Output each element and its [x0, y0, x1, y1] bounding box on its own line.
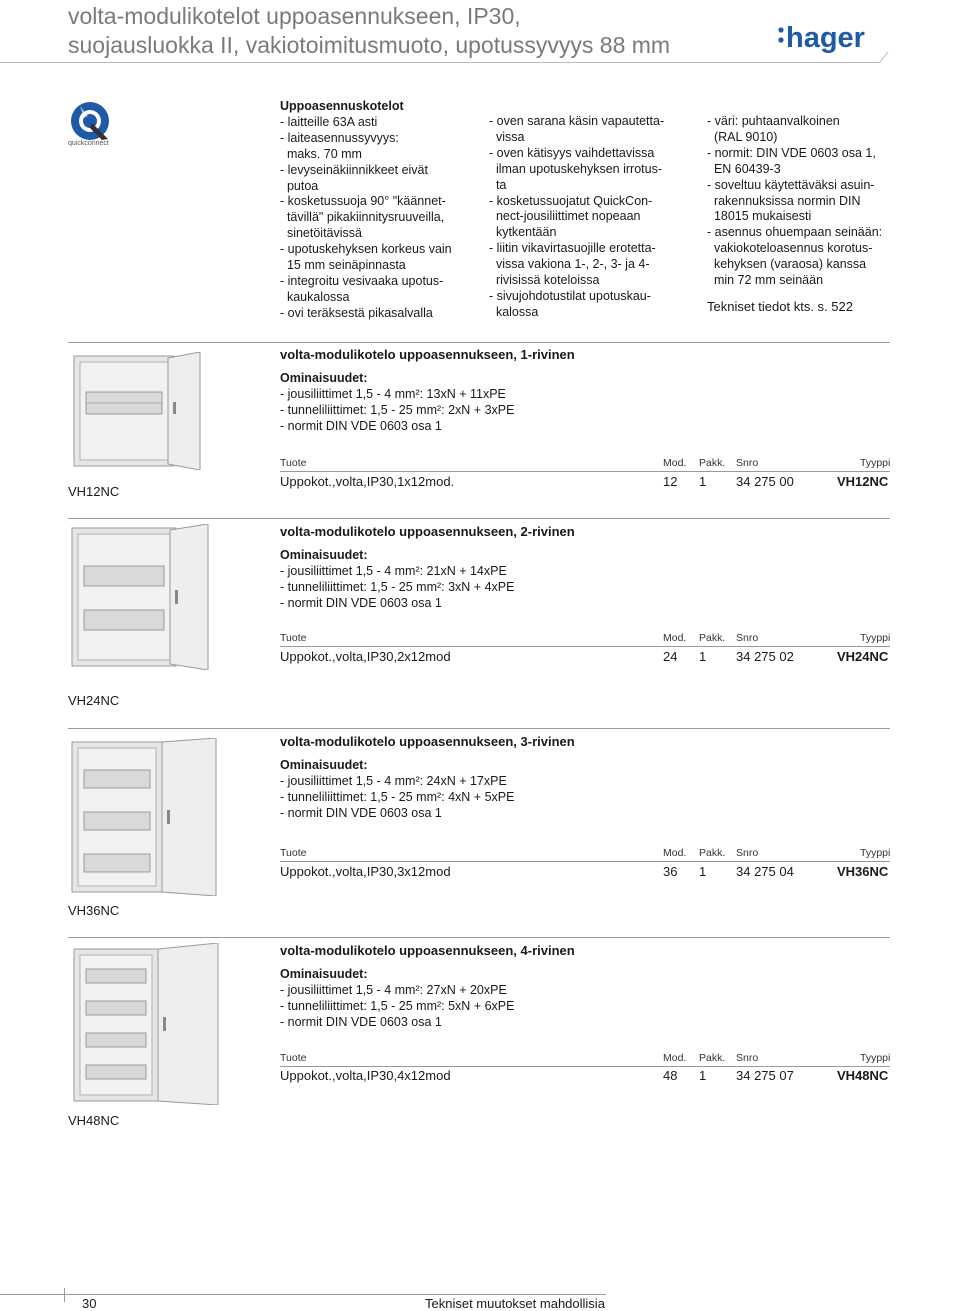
feature-line: - tunneliliittimet: 1,5 - 25 mm²: 5xN + 6xPE — [280, 999, 515, 1013]
feature-line: - jousiliittimet 1,5 - 4 mm²: 27xN + 20xPE — [280, 983, 507, 997]
intro-column-2 — [489, 114, 694, 321]
intro-line: - ovi teräksestä pikasalvalla — [280, 305, 433, 320]
product-name: Uppokot.,volta,IP30,4x12mod — [280, 1068, 451, 1083]
feature-line: - tunneliliittimet: 1,5 - 25 mm²: 3xN + 4xPE — [280, 580, 515, 594]
product-code-label: VH48NC — [68, 1113, 120, 1128]
product-type: VH36NC — [837, 864, 889, 879]
intro-line: - upotuskehyksen korkeus vain — [280, 242, 452, 257]
feature-line: - normit DIN VDE 0603 osa 1 — [280, 806, 442, 820]
intro-line: ta — [489, 177, 507, 192]
section-divider — [68, 518, 890, 519]
product-pack: 1 — [699, 1068, 707, 1083]
intro-line: maks. 70 mm — [280, 146, 362, 161]
intro-line: kytkentään — [489, 225, 557, 240]
features-block — [280, 370, 514, 434]
intro-line: - soveltuu käytettäväksi asuin- — [707, 177, 875, 192]
intro-line: - asennus ohuempaan seinään: — [707, 225, 883, 240]
intro-line: nect-jousiliittimet nopeaan — [489, 209, 641, 224]
product-type: VH24NC — [837, 649, 889, 664]
intro-line: vakiokoteloasennus korotus- — [707, 241, 873, 256]
intro-line: EN 60439-3 — [707, 161, 781, 176]
column-header-product: Tuote — [280, 457, 307, 469]
column-header-mod: Mod. — [663, 847, 687, 859]
features-label: Ominaisuudet: — [280, 548, 368, 562]
intro-heading: Uppoasennuskotelot — [280, 99, 404, 113]
column-header-pack: Pakk. — [699, 457, 726, 469]
intro-line: rivisissä koteloissa — [489, 273, 600, 288]
intro-line: - sivujohdotustilat upotuskau- — [489, 288, 651, 303]
section-title: volta-modulikotelo uppoasennukseen, 2-rivinen — [280, 524, 575, 539]
features-block — [280, 547, 514, 611]
brand-name: hager — [786, 22, 865, 54]
intro-line: - oven kätisyys vaihdettavissa — [489, 145, 655, 160]
product-mod: 24 — [663, 649, 678, 664]
product-mod: 48 — [663, 1068, 678, 1083]
features-block — [280, 757, 514, 821]
section-title: volta-modulikotelo uppoasennukseen, 1-rivinen — [280, 347, 575, 362]
page-title-line1: volta-modulikotelot uppoasennukseen, IP30, — [68, 3, 521, 29]
product-type: VH48NC — [837, 1068, 889, 1083]
column-header-mod: Mod. — [663, 457, 687, 469]
intro-line: - kosketussuoja 90° "käännet- — [280, 194, 446, 209]
product-type: VH12NC — [837, 474, 889, 489]
table-header-divider — [280, 1066, 890, 1067]
page-number: 30 — [82, 1296, 97, 1311]
product-code-label: VH36NC — [68, 903, 120, 918]
header-divider — [0, 62, 880, 63]
intro-line: sinetöitävissä — [280, 226, 362, 241]
table-header-divider — [280, 646, 890, 647]
column-header-product: Tuote — [280, 632, 307, 644]
intro-line: min 72 mm seinään — [707, 273, 824, 288]
intro-line: - väri: puhtaanvalkoinen — [707, 114, 840, 128]
intro-line: rakennuksissa normin DIN — [707, 193, 861, 208]
product-code-label: VH24NC — [68, 693, 120, 708]
product-name: Uppokot.,volta,IP30,2x12mod — [280, 649, 451, 664]
intro-line: - oven sarana käsin vapautetta- — [489, 114, 665, 128]
column-header-snro: Snro — [736, 632, 759, 644]
column-header-type: Tyyppi — [860, 847, 891, 859]
table-header-divider — [280, 471, 890, 472]
features-label: Ominaisuudet: — [280, 371, 368, 385]
intro-line: vissa vakiona 1-, 2-, 3- ja 4- — [489, 257, 650, 272]
intro-line: vissa — [489, 129, 525, 144]
column-header-type: Tyyppi — [860, 1052, 891, 1064]
column-header-snro: Snro — [736, 457, 759, 469]
technical-data-reference: Tekniset tiedot kts. s. 522 — [707, 298, 853, 314]
intro-line: kehyksen (varaosa) kanssa — [707, 257, 867, 272]
feature-line: - jousiliittimet 1,5 - 4 mm²: 21xN + 14xPE — [280, 564, 507, 578]
product-snro: 34 275 02 — [736, 649, 794, 664]
product-snro: 34 275 07 — [736, 1068, 794, 1083]
column-header-type: Tyyppi — [860, 457, 891, 469]
product-name: Uppokot.,volta,IP30,3x12mod — [280, 864, 451, 879]
product-image-vh48nc — [72, 943, 222, 1105]
features-block — [280, 966, 514, 1030]
section-title: volta-modulikotelo uppoasennukseen, 4-rivinen — [280, 943, 575, 958]
features-label: Ominaisuudet: — [280, 758, 368, 772]
intro-line: - levyseinäkiinnikkeet eivät — [280, 162, 428, 177]
feature-line: - normit DIN VDE 0603 osa 1 — [280, 419, 442, 433]
footer-divider — [0, 1294, 606, 1295]
intro-line: kaukalossa — [280, 289, 350, 304]
product-snro: 34 275 00 — [736, 474, 794, 489]
product-image-vh24nc — [70, 524, 210, 670]
intro-line: (RAL 9010) — [707, 129, 778, 144]
intro-line: kalossa — [489, 304, 539, 319]
column-header-pack: Pakk. — [699, 632, 726, 644]
intro-line: 15 mm seinäpinnasta — [280, 258, 406, 273]
section-title: volta-modulikotelo uppoasennukseen, 3-rivinen — [280, 734, 575, 749]
product-image-vh36nc — [70, 738, 220, 896]
intro-line: - liitin vikavirtasuojille erotetta- — [489, 241, 656, 256]
feature-line: - tunneliliittimet: 1,5 - 25 mm²: 4xN + 5xPE — [280, 790, 515, 804]
column-header-product: Tuote — [280, 847, 307, 859]
intro-line: - laiteasennussyvyys: — [280, 130, 399, 145]
intro-line: - integroitu vesivaaka upotus- — [280, 273, 444, 288]
product-pack: 1 — [699, 864, 707, 879]
product-mod: 12 — [663, 474, 678, 489]
intro-line: 18015 mukaisesti — [707, 209, 812, 224]
features-label: Ominaisuudet: — [280, 967, 368, 981]
intro-line: ilman upotuskehyksen irrotus- — [489, 161, 662, 176]
product-code-label: VH12NC — [68, 484, 120, 499]
intro-line: - kosketussuojatut QuickCon- — [489, 193, 653, 208]
section-divider — [68, 342, 890, 343]
intro-line: - laitteille 63A asti — [280, 114, 378, 129]
intro-line: tävillä" pikakiinnitysruuveilla, — [280, 210, 445, 225]
product-snro: 34 275 04 — [736, 864, 794, 879]
intro-line: - normit: DIN VDE 0603 osa 1, — [707, 145, 876, 160]
intro-column-3 — [707, 114, 897, 315]
product-pack: 1 — [699, 474, 707, 489]
feature-line: - jousiliittimet 1,5 - 4 mm²: 13xN + 11xPE — [280, 387, 506, 401]
feature-line: - normit DIN VDE 0603 osa 1 — [280, 1015, 442, 1029]
column-header-pack: Pakk. — [699, 1052, 726, 1064]
product-name: Uppokot.,volta,IP30,1x12mod. — [280, 474, 455, 489]
column-header-mod: Mod. — [663, 1052, 687, 1064]
column-header-product: Tuote — [280, 1052, 307, 1064]
product-image-vh12nc — [72, 352, 202, 470]
column-header-pack: Pakk. — [699, 847, 726, 859]
feature-line: - normit DIN VDE 0603 osa 1 — [280, 596, 442, 610]
column-header-snro: Snro — [736, 1052, 759, 1064]
section-divider — [68, 937, 890, 938]
page-title — [68, 2, 768, 60]
feature-line: - jousiliittimet 1,5 - 4 mm²: 24xN + 17xPE — [280, 774, 507, 788]
intro-line: putoa — [280, 178, 319, 193]
footer-note: Tekniset muutokset mahdollisia — [425, 1296, 605, 1311]
table-header-divider — [280, 861, 890, 862]
column-header-snro: Snro — [736, 847, 759, 859]
product-mod: 36 — [663, 864, 678, 879]
quickconnect-label: quickconnect — [68, 140, 109, 147]
intro-column-1 — [280, 99, 490, 322]
column-header-type: Tyyppi — [860, 632, 891, 644]
product-pack: 1 — [699, 649, 707, 664]
page-title-line2: suojausluokka II, vakiotoimitusmuoto, upotussyvyys 88 mm — [68, 32, 671, 58]
footer-bracket — [64, 1288, 73, 1302]
section-divider — [68, 728, 890, 729]
feature-line: - tunneliliittimet: 1,5 - 25 mm²: 2xN + 3xPE — [280, 403, 515, 417]
column-header-mod: Mod. — [663, 632, 687, 644]
header-divider-corner — [876, 50, 890, 64]
hager-logo — [778, 20, 878, 58]
